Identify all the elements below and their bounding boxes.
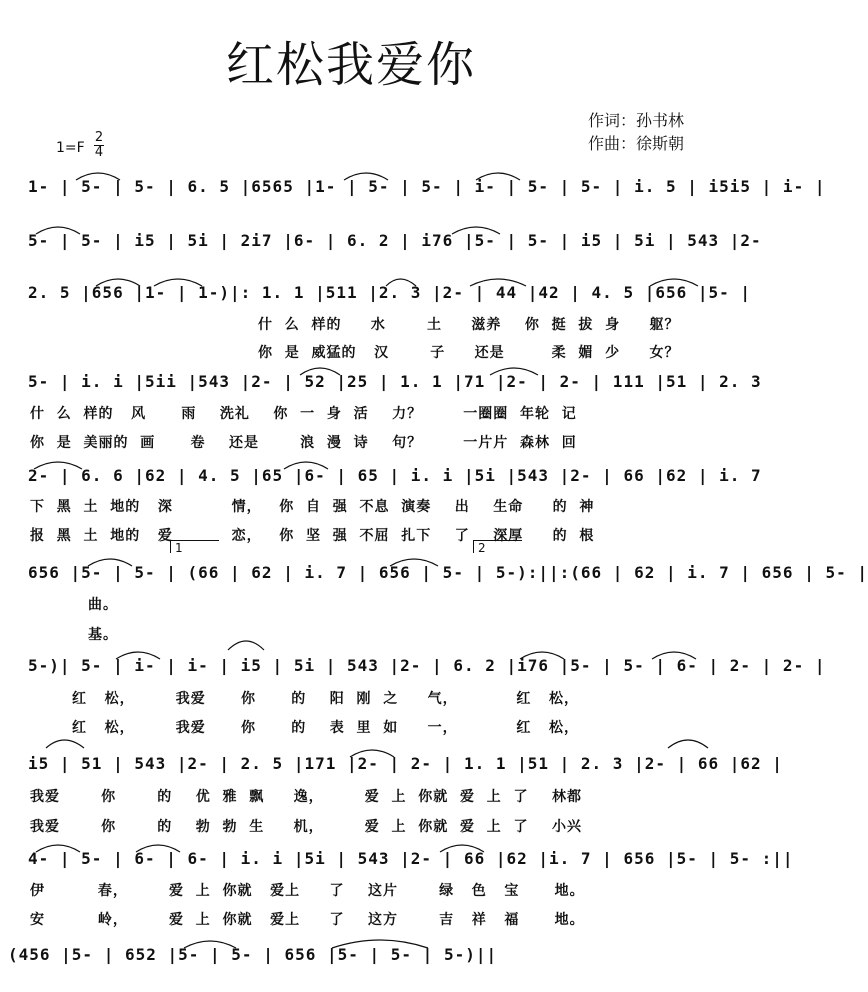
melody-line-2: 5- | 5- | i5 | 5i | 2i7 |6- | 6. 2 | i76 |5- | 5- | i5 | 5i | 543 |2-	[28, 231, 762, 250]
melody-line-5: 2- | 6. 6 |62 | 4. 5 |65 |6- | 65 | i. i |5i |543 |2- | 66 |62 | i. 7	[28, 466, 762, 485]
lyric-line-3a: 下 黑 土 地的 深 情， 你 自 强 不息 演奏 出 生命 的 神	[30, 499, 595, 515]
volta-1: 1	[170, 540, 219, 553]
volta-2: 2	[473, 540, 522, 553]
melody-line-3: 2. 5 |656 |1- | 1-)|: 1. 1 |511 |2. 3 |2- | 44 |42 | 4. 5 |656 |5- |	[28, 283, 752, 302]
lyric-line-6a: 我爱 你 的 优 雅 飘 逸， 爱 上 你就 爱 上 了 林都	[30, 789, 582, 805]
lyric-line-1a: 什 么 样的 水 土 滋养 你 挺 拔 身 躯？	[258, 317, 680, 333]
lyric-line-6b: 我爱 你 的 勃 勃 生 机， 爱 上 你就 爱 上 了 小兴	[30, 819, 582, 835]
time-signature	[93, 131, 105, 160]
melody-line-8: i5 | 51 | 543 |2- | 2. 5 |171 |2- | 2- | 1. 1 |51 | 2. 3 |2- | 66 |62 |	[28, 754, 783, 773]
lyric-line-5b: 红 松， 我爱 你 的 表 里 如 一， 红 松，	[72, 720, 579, 736]
melody-line-6: 656 |5- | 5- | (66 | 62 | i. 7 | 656 | 5- | 5-):||:(66 | 62 | i. 7 | 656 | 5- |	[28, 563, 868, 582]
lyric-line-2a: 什 么 样的 风 雨 洗礼 你 一 身 活 力？ 一圈圈 年轮 记	[30, 406, 577, 422]
composer-credit: 作曲：徐斯朝	[588, 134, 685, 153]
lyric-line-3b: 报 黑 土 地的 爱 恋， 你 坚 强 不屈 扎下 了 深厚 的 根	[30, 528, 595, 544]
lyric-line-1b: 你 是 威猛的 汉 子 还是 柔 媚 少 女？	[258, 345, 680, 361]
lyric-line-5a: 红 松， 我爱 你 的 阳 刚 之 气， 红 松，	[72, 691, 579, 707]
melody-line-1: 1- | 5- | 5- | 6. 5 |6565 |1- | 5- | 5- | i- | 5- | 5- | i. 5 | i5i5 | i- |	[28, 177, 826, 196]
time-signature-top: 2	[94, 130, 104, 145]
lyric-line-4b: 基。	[88, 627, 118, 643]
lyricist-credit: 作词：孙书林	[588, 111, 685, 130]
melody-line-7: 5-)| 5- | i- | i- | i5 | 5i | 543 |2- | 6. 2 |i76 |5- | 5- | 6- | 2- | 2- |	[28, 656, 826, 675]
melody-line-9: 4- | 5- | 6- | 6- | i. i |5i | 543 |2- | 66 |62 |i. 7 | 656 |5- | 5- :||	[28, 849, 794, 868]
melody-line-4: 5- | i. i |5ii |543 |2- | 52 |25 | 1. 1 |71 |2- | 2- | 111 |51 | 2. 3	[28, 372, 762, 391]
song-title: 红松我爱你	[226, 37, 477, 93]
slur-mark	[668, 740, 708, 748]
time-signature-bottom: 4	[94, 145, 104, 160]
lyric-line-7a: 伊 春， 爱 上 你就 爱上 了 这片 绿 色 宝 地。	[30, 883, 585, 899]
lyric-line-2b: 你 是 美丽的 画 卷 还是 浪 漫 诗 句？ 一片片 森林 回	[30, 435, 577, 451]
lyric-line-4a: 曲。	[88, 597, 118, 613]
lyric-line-7b: 安 岭， 爱 上 你就 爱上 了 这方 吉 祥 福 地。	[30, 912, 585, 928]
slur-mark	[46, 740, 84, 748]
melody-line-10: (456 |5- | 652 |5- | 5- | 656 |5- | 5- | 5-)||	[8, 945, 498, 964]
slur-mark	[228, 641, 264, 650]
key-signature: 1=F	[56, 140, 85, 156]
